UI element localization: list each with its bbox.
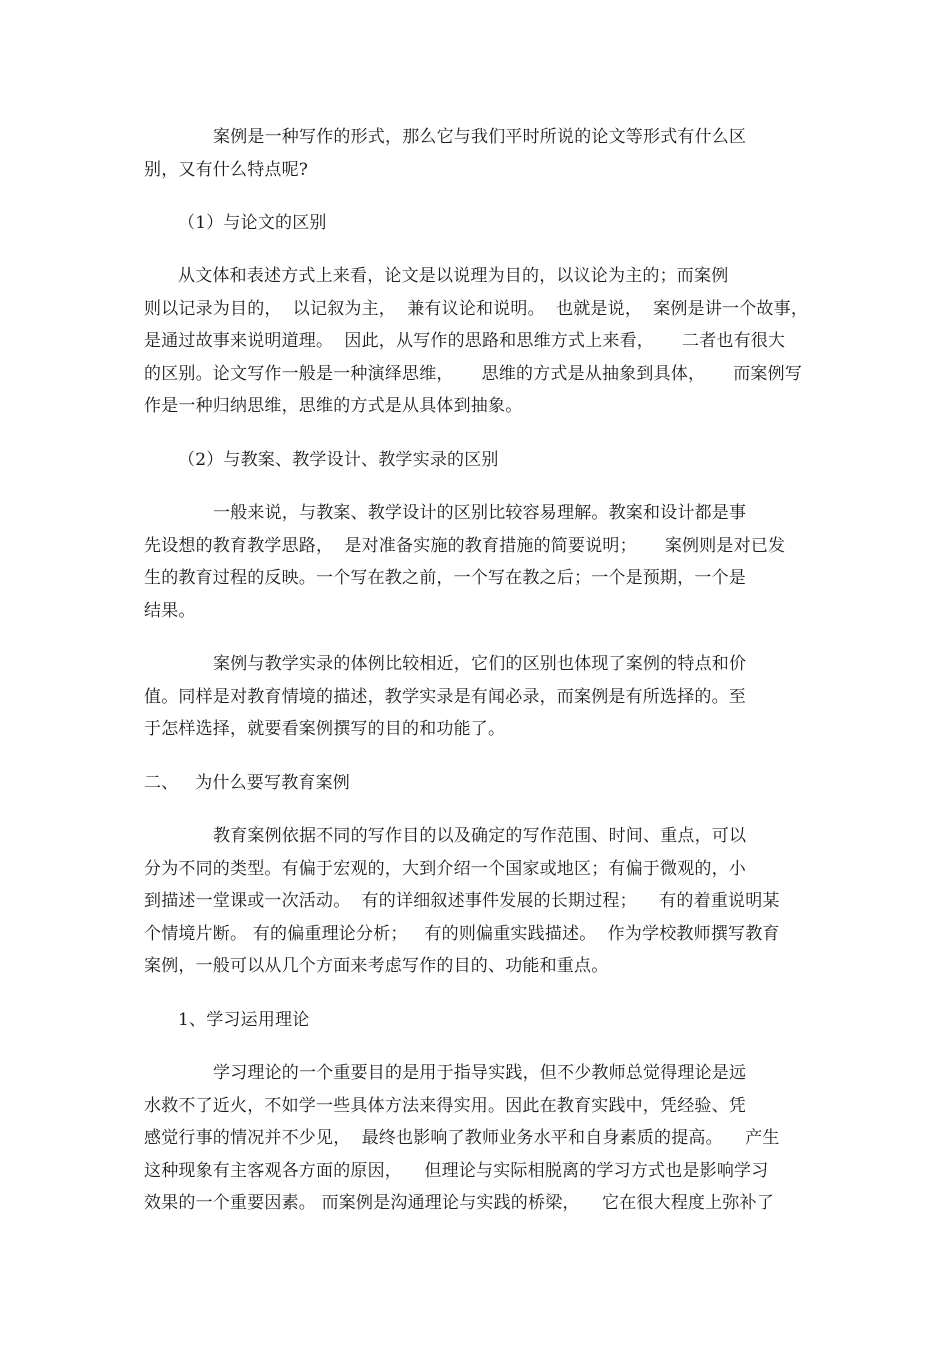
text-line: 案例，一般可以从几个方面来考虑写作的目的、功能和重点。	[144, 956, 609, 976]
text-line: 水救不了近火，不如学一些具体方法来得实用。因此在教育实践中，凭经验、凭	[144, 1096, 746, 1116]
text-line: 从文体和表述方式上来看，论文是以说理为目的，以议论为主的；而案例	[178, 266, 729, 286]
section-heading: 二、 为什么要写教育案例	[144, 773, 351, 793]
text-line: 生的教育过程的反映。一个写在教之前，一个写在教之后；一个是预期，一个是	[144, 568, 746, 588]
text-line: 效果的一个重要因素。 而案例是沟通理论与实践的桥梁， 它在很大程度上弥补了	[144, 1193, 775, 1213]
section-heading: （1）与论文的区别	[178, 213, 327, 233]
text-line: 的区别。论文写作一般是一种演绎思维， 思维的方式是从抽象到具体， 而案例写	[144, 364, 803, 384]
text-line: 作是一种归纳思维，思维的方式是从具体到抽象。	[144, 396, 523, 416]
text-line: 个情境片断。 有的偏重理论分析； 有的则偏重实践描述。 作为学校教师撰写教育	[144, 924, 780, 944]
text-line: 一般来说，与教案、教学设计的区别比较容易理解。教案和设计都是事	[213, 503, 747, 523]
text-line: 则以记录为目的， 以记叙为主， 兼有议论和说明。 也就是说， 案例是讲一个故事，	[144, 299, 809, 319]
text-line: 于怎样选择，就要看案例撰写的目的和功能了。	[144, 719, 506, 739]
text-line: 是通过故事来说明道理。 因此，从写作的思路和思维方式上来看， 二者也有很大	[144, 331, 786, 351]
text-line: 学习理论的一个重要目的是用于指导实践，但不少教师总觉得理论是远	[213, 1063, 747, 1083]
text-line: 案例与教学实录的体例比较相近，它们的区别也体现了案例的特点和价	[213, 654, 747, 674]
text-line: 这种现象有主客观各方面的原因， 但理论与实际相脱离的学习方式也是影响学习	[144, 1161, 769, 1181]
section-heading: （2）与教案、教学设计、教学实录的区别	[178, 450, 499, 470]
text-line: 先设想的教育教学思路， 是对准备实施的教育措施的简要说明； 案例则是对已发	[144, 536, 786, 556]
text-line: 教育案例依据不同的写作目的以及确定的写作范围、时间、重点，可以	[213, 826, 747, 846]
section-heading: 1、学习运用理论	[178, 1010, 310, 1030]
text-line: 结果。	[144, 601, 196, 621]
text-line: 到描述一堂课或一次活动。 有的详细叙述事件发展的长期过程； 有的着重说明某	[144, 891, 780, 911]
text-line: 案例是一种写作的形式，那么它与我们平时所说的论文等形式有什么区	[213, 127, 747, 147]
text-line: 别，又有什么特点呢?	[144, 160, 309, 180]
text-line: 值。同样是对教育情境的描述，教学实录是有闻必录，而案例是有所选择的。至	[144, 687, 746, 707]
text-line: 分为不同的类型。有偏于宏观的，大到介绍一个国家或地区；有偏于微观的，小	[144, 859, 746, 879]
text-line: 感觉行事的情况并不少见， 最终也影响了教师业务水平和自身素质的提高。 产生	[144, 1128, 780, 1148]
